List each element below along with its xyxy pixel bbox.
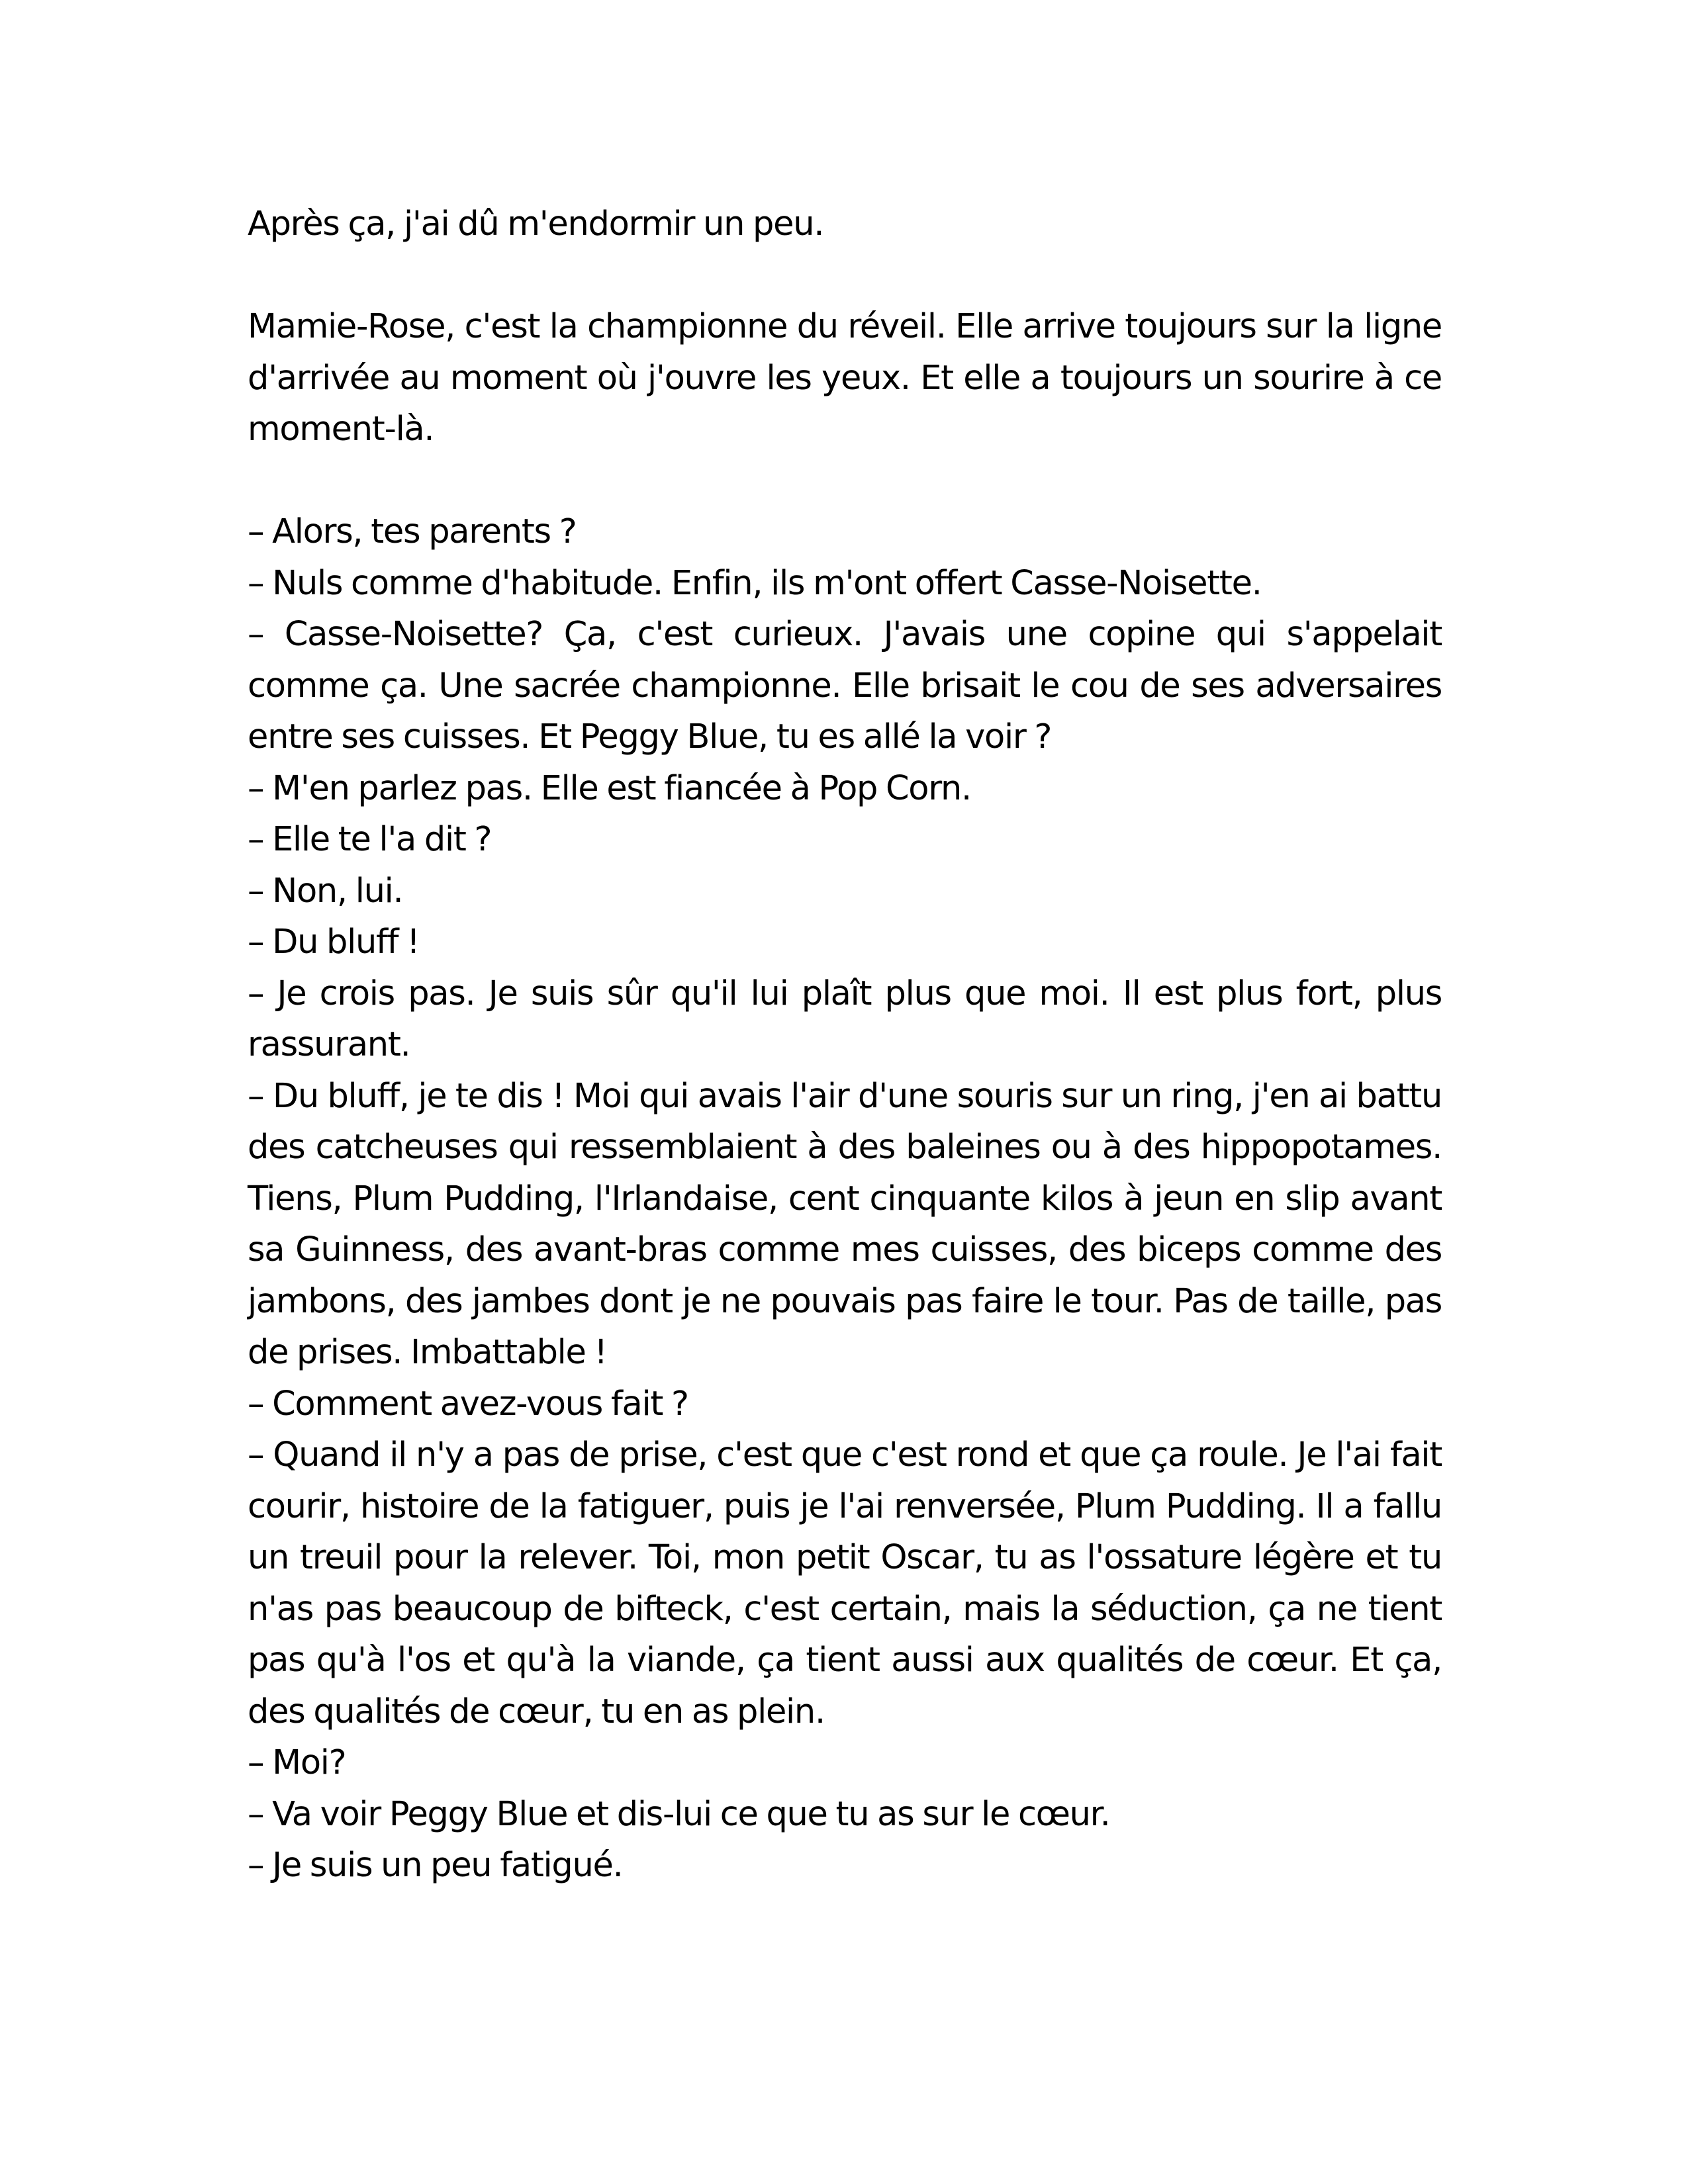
dialogue-line: – Elle te l'a dit ? [248,820,492,859]
dialogue-line: – Moi? [248,1743,346,1782]
dialogue-line: – Casse-Noisette? Ça, c'est curieux. J'avais une copine qui s'appelait comme ça. Une sacrée championne. Elle brisait le cou de ses adversaires entre ses cuisses. Et Peggy Blue, tu es allé la voir ? [248,615,1442,756]
dialogue-line: – Du bluff ! [248,923,420,962]
paragraph: Mamie-Rose, c'est la championne du réveil. Elle arrive toujours sur la ligne d'arrivée au moment où j'ouvre les yeux. Et elle a toujours un sourire à ce moment-là. [248,307,1442,449]
dialogue-line: – Nuls comme d'habitude. Enfin, ils m'ont offert Casse-Noisette. [248,563,1262,603]
paragraph: Après ça, j'ai dû m'endormir un peu. [248,205,824,244]
dialogue-line: – Va voir Peggy Blue et dis-lui ce que tu as sur le cœur. [248,1794,1110,1834]
dialogue-line: – Quand il n'y a pas de prise, c'est que c'est rond et que ça roule. Je l'ai fait courir, histoire de la fatiguer, puis je l'ai renversée, Plum Pudding. Il a fallu un treuil pour la relever. Toi, mon petit Oscar, tu as l'ossature légère et tu n'as pas beaucoup de bifteck, c'est certain, mais la séduction, ça ne tient pas qu'à l'os et qu'à la viande, ça tient aussi aux qualités de cœur. Et ça, des qualités de cœur, tu en as plein. [248,1435,1442,1731]
dialogue-line: – Alors, tes parents ? [248,512,577,551]
dialogue-line: – Je suis un peu fatigué. [248,1846,623,1885]
dialogue-line: – Je crois pas. Je suis sûr qu'il lui plaît plus que moi. Il est plus fort, plus rassurant. [248,974,1442,1064]
document-body [248,199,1442,1891]
dialogue-line: – Non, lui. [248,871,403,911]
dialogue-line: – M'en parlez pas. Elle est fiancée à Pop Corn. [248,768,971,808]
dialogue-line: – Du bluff, je te dis ! Moi qui avais l'air d'une souris sur un ring, j'en ai battu des catcheuses qui ressemblaient à des baleines ou à des hippopotames. Tiens, Plum Pudding, l'Irlandaise, cent cinquante kilos à jeun en slip avant sa Guinness, des avant-bras comme mes cuisses, des biceps comme des jambons, des jambes dont je ne pouvais pas faire le tour. Pas de taille, pas de prises. Imbattable ! [248,1076,1442,1372]
dialogue-line: – Comment avez-vous fait ? [248,1384,688,1424]
